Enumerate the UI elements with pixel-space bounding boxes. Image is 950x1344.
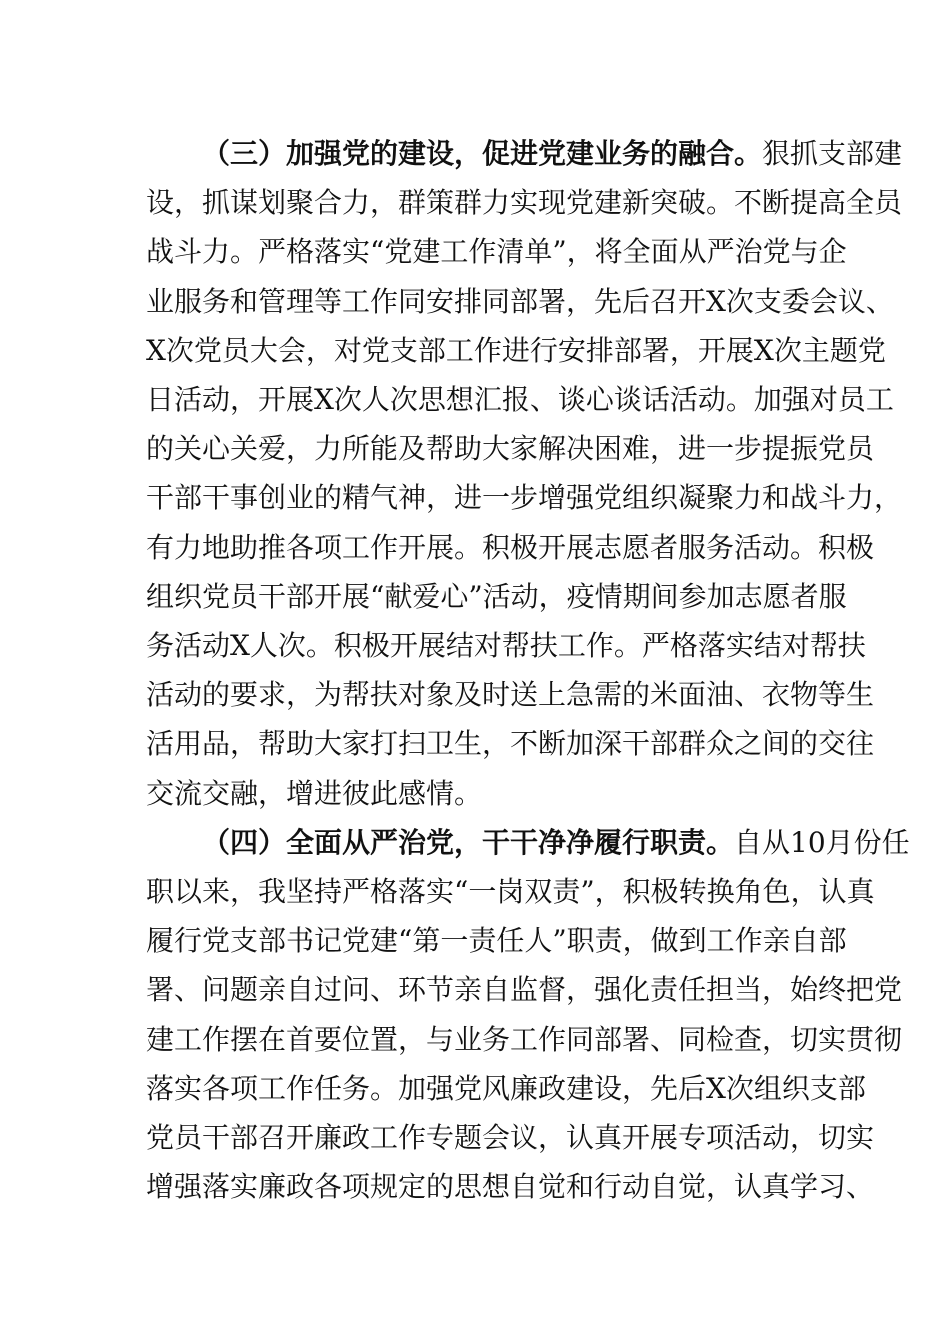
paragraph-line: 务活动X人次。积极开展结对帮扶工作。严格落实结对帮扶 <box>146 629 866 663</box>
line-text: 狠抓支部建 <box>762 137 903 170</box>
paragraph-line: 交流交融，增进彼此感情。 <box>146 776 483 810</box>
document-body <box>146 129 910 1211</box>
paragraph-line: 党员干部召开廉政工作专题会议，认真开展专项活动，切实 <box>146 1121 875 1155</box>
paragraph-line: 有力地助推各项工作开展。积极开展志愿者服务活动。积极 <box>146 530 875 564</box>
paragraph-line: 建工作摆在首要位置，与业务工作同部署、同检查，切实贯彻 <box>146 1022 903 1056</box>
paragraph-line: 增强落实廉政各项规定的思想自觉和行动自觉，认真学习、 <box>146 1170 875 1204</box>
section-heading: （三）加强党的建设，促进党建业务的融合。 <box>202 137 763 170</box>
line-text: 自从10月份任 <box>734 825 910 859</box>
paragraph-line <box>146 129 903 178</box>
paragraph-line: 干部干事创业的精气神，进一步增强党组织凝聚力和战斗力， <box>146 481 903 515</box>
paragraph-line: 落实各项工作任务。加强党风廉政建设，先后X次组织支部 <box>146 1071 866 1105</box>
paragraph-line: 活用品，帮助大家打扫卫生，不断加深干部群众之间的交往 <box>146 727 875 761</box>
paragraph-line: 履行党支部书记党建“第一责任人”职责，做到工作亲自部 <box>146 924 847 958</box>
paragraph-section-3 <box>146 129 903 818</box>
paragraph-section-4 <box>146 818 910 1212</box>
paragraph-line: 活动的要求，为帮扶对象及时送上急需的米面油、衣物等生 <box>146 678 875 712</box>
paragraph-line: 组织党员干部开展“献爱心”活动，疫情期间参加志愿者服 <box>146 579 847 613</box>
paragraph-line: 设，抓谋划聚合力，群策群力实现党建新突破。不断提高全员 <box>146 186 903 220</box>
paragraph-line: 职以来，我坚持严格落实“一岗双责”，积极转换角色，认真 <box>146 875 875 909</box>
paragraph-line: 日活动，开展X次人次思想汇报、谈心谈话活动。加强对员工 <box>146 383 894 417</box>
paragraph-line <box>146 818 910 867</box>
paragraph-line: 业服务和管理等工作同安排同部署，先后召开X次支委会议、 <box>146 284 894 318</box>
paragraph-line: X次党员大会，对党支部工作进行安排部署，开展X次主题党 <box>146 333 886 367</box>
section-heading: （四）全面从严治党，干干净净履行职责。 <box>202 825 735 859</box>
paragraph-line: 署、问题亲自过问、环节亲自监督，强化责任担当，始终把党 <box>146 973 903 1007</box>
paragraph-line: 的关心关爱，力所能及帮助大家解决困难，进一步提振党员 <box>146 432 875 466</box>
paragraph-line: 战斗力。严格落实“党建工作清单”，将全面从严治党与企 <box>146 235 847 269</box>
